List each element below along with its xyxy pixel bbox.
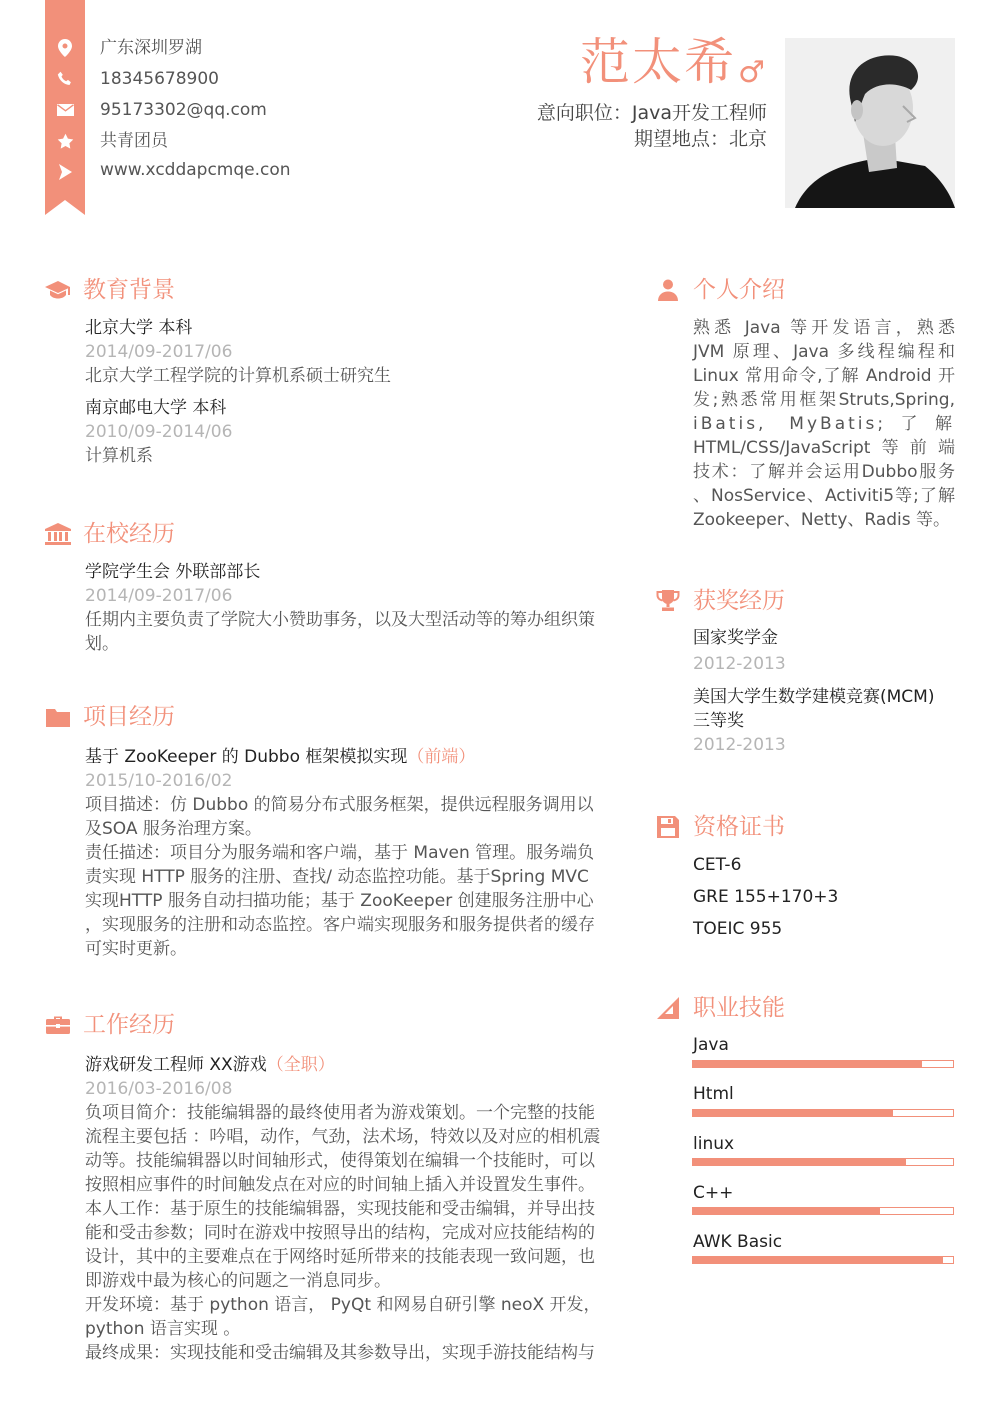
skill-bar-fill-java [693,1061,922,1067]
cert-item-1: CET-6 [693,855,742,875]
desired-position [537,101,767,125]
male-symbol-icon: ♂ [738,55,765,90]
education-title: 教育背景 [83,277,175,303]
campus-organization: 学院学生会 外联部部长 [85,562,261,582]
campus-title: 在校经历 [83,521,175,547]
play-arrow-icon [45,162,85,182]
position-label: 意向职位： [536,102,632,124]
intro-line-2: JVM 原理、Java 多线程编程和 [693,342,955,362]
work-line-10: python 语言实现 。 [85,1319,241,1339]
contact-phone: 18345678900 [100,69,219,89]
project-line-2: 及SOA 服务治理方案。 [85,819,262,839]
section-title-work [45,1010,175,1040]
campus-period: 2014/09-2017/06 [85,586,233,606]
section-title-campus [45,519,175,549]
skill-bar-html [692,1109,954,1117]
project-period: 2015/10-2016/02 [85,771,233,791]
project-tag: （前端） [407,747,476,767]
award-name-1: 国家奖学金 [693,628,778,648]
contact-location: 广东深圳罗湖 [100,38,202,58]
work-line-11: 最终成果：实现技能和受击编辑及其参数导出，实现手游技能结构与 [85,1343,595,1363]
skill-name-linux: linux [693,1134,735,1154]
trophy-icon [655,589,681,613]
project-line-3: 责任描述：项目分为服务端和客户端，基于 Maven 管理。服务端负 [85,843,595,863]
project-line-6: ，实现服务的注册和动态监控。客户端实现服务和服务提供者的缓存 [85,915,595,935]
intro-line-3: Linux 常用命令,了解 Android 开 [693,366,955,386]
project-line-1: 项目描述：仿 Dubbo 的简易分布式服务框架，提供远程服务调用以 [85,795,594,815]
star-icon [45,131,85,151]
location-label: 期望地点： [633,128,729,150]
section-title-awards [655,586,785,616]
work-line-7: 设计，其中的主要难点在于网络时延所带来的技能表现一致问题，也 [85,1247,595,1267]
skill-bar-fill-cpp [693,1208,880,1214]
intro-line-9: Zookeeper、Netty、Radis 等。 [693,510,951,530]
briefcase-icon [45,1013,71,1037]
contact-email: 95173302@qq.com [100,100,267,120]
section-title-certs [655,812,785,842]
work-line-4: 按照相应事件的时间触发点在对应的时间轴上插入并设置发生事件。 [85,1175,595,1195]
work-line-5: 本人工作：基于原生的技能编辑器，实现技能和受击编辑，并导出技 [85,1199,595,1219]
work-period: 2016/03-2016/08 [85,1079,233,1099]
work-line-6: 能和受击参数；同时在游戏中按照导出的结构，完成对应技能结构的 [85,1223,595,1243]
education-school-1: 北京大学 本科 [85,318,193,338]
certificate-floppy-icon [655,815,681,839]
intro-title: 个人介绍 [693,277,785,303]
intro-line-7: 技术：了解并会运用Dubbo服务 [693,462,955,482]
work-line-8: 即游戏中最为核心的问题之一消息同步。 [85,1271,391,1291]
work-line-2: 流程主要包括 ：吟唱，动作，气劲，法术场，特效以及对应的相机震 [85,1127,601,1147]
skill-bar-java [692,1060,954,1068]
award-name-2: 美国大学生数学建模竞赛(MCM) [693,687,935,707]
skill-name-java: Java [693,1035,729,1055]
profile-photo [785,38,955,208]
education-period-1: 2014/09-2017/06 [85,342,233,362]
work-line-9: 开发环境：基于 python 语言， PyQt 和网易自研引擎 neoX 开发， [85,1295,601,1315]
mail-icon [45,100,85,120]
project-line-7: 可实时更新。 [85,939,187,959]
award-name-2-line-2: 三等奖 [693,711,744,731]
position-value: Java开发工程师 [631,102,767,124]
campus-desc-line-2: 划。 [85,634,119,654]
desired-location [634,127,767,151]
skill-triangle-icon [655,996,681,1020]
intro-line-5: iBatis, MyBatis;了解 [693,414,955,434]
contact-ribbon [45,0,85,215]
skills-title: 职业技能 [693,995,785,1021]
skill-bar-fill-html [693,1110,893,1116]
cert-item-2: GRE 155+170+3 [693,887,839,907]
location-pin-icon [45,38,85,58]
intro-line-8: 、NosService、Activiti5等;了解 [693,486,955,506]
campus-desc-line-1: 任期内主要负责了学院大小赞助事务，以及大型活动等的筹办组织策 [85,610,595,630]
work-tag: （全职） [266,1055,335,1075]
award-period-2: 2012-2013 [693,735,786,755]
education-desc-2: 计算机系 [85,446,153,466]
work-role [85,1053,335,1077]
skill-bar-fill-awk [693,1257,943,1263]
graduation-cap-icon [45,278,71,302]
education-desc-1: 北京大学工程学院的计算机系硕士研究生 [85,366,391,386]
skill-bar-fill-linux [693,1159,906,1165]
work-line-1: 负项目简介：技能编辑器的最终使用者为游戏策划。一个完整的技能 [85,1103,595,1123]
location-value: 北京 [728,128,767,150]
skill-bar-cpp [692,1207,954,1215]
project-name [85,745,475,769]
work-line-3: 动等。技能编辑器以时间轴形式，使得策划在编辑一个技能时，可以 [85,1151,595,1171]
cert-item-3: TOEIC 955 [693,919,783,939]
contact-political-status: 共青团员 [100,131,168,151]
institution-building-icon [45,522,71,546]
contact-website: www.xcddapcmqe.con [100,160,291,180]
skill-bar-awk [692,1256,954,1264]
project-line-4: 责实现 HTTP 服务的注册、查找/ 动态监控功能。基于Spring MVC [85,867,589,887]
person-icon [655,278,681,302]
section-title-intro [655,275,785,305]
intro-line-4: 发;熟悉常用框架Struts,Spring, [693,390,955,410]
skill-name-html: Html [693,1084,734,1104]
work-title: 工作经历 [83,1012,175,1038]
candidate-name: 范太希 [580,33,736,91]
education-school-2: 南京邮电大学 本科 [85,398,227,418]
skill-bar-linux [692,1158,954,1166]
section-title-skills [655,993,785,1023]
work-role-text: 游戏研发工程师 XX游戏 [85,1055,267,1075]
section-title-project [45,702,175,732]
section-title-education [45,275,175,305]
project-line-5: 实现HTTP 服务自动扫描功能；基于 ZooKeeper 创建服务注册中心 [85,891,594,911]
phone-icon [45,69,85,89]
skill-name-cpp: C++ [693,1183,734,1203]
awards-title: 获奖经历 [693,588,785,614]
intro-line-1: 熟悉 Java 等开发语言，熟悉 [693,318,955,338]
intro-line-6: HTML/CSS/JavaScript等前端 [693,438,955,458]
education-period-2: 2010/09-2014/06 [85,422,233,442]
certs-title: 资格证书 [693,814,785,840]
project-title: 项目经历 [83,704,175,730]
skill-name-awk: AWK Basic [693,1232,783,1252]
award-period-1: 2012-2013 [693,654,786,674]
folder-icon [45,705,71,729]
project-name-text: 基于 ZooKeeper 的 Dubbo 框架模拟实现 [85,747,408,767]
